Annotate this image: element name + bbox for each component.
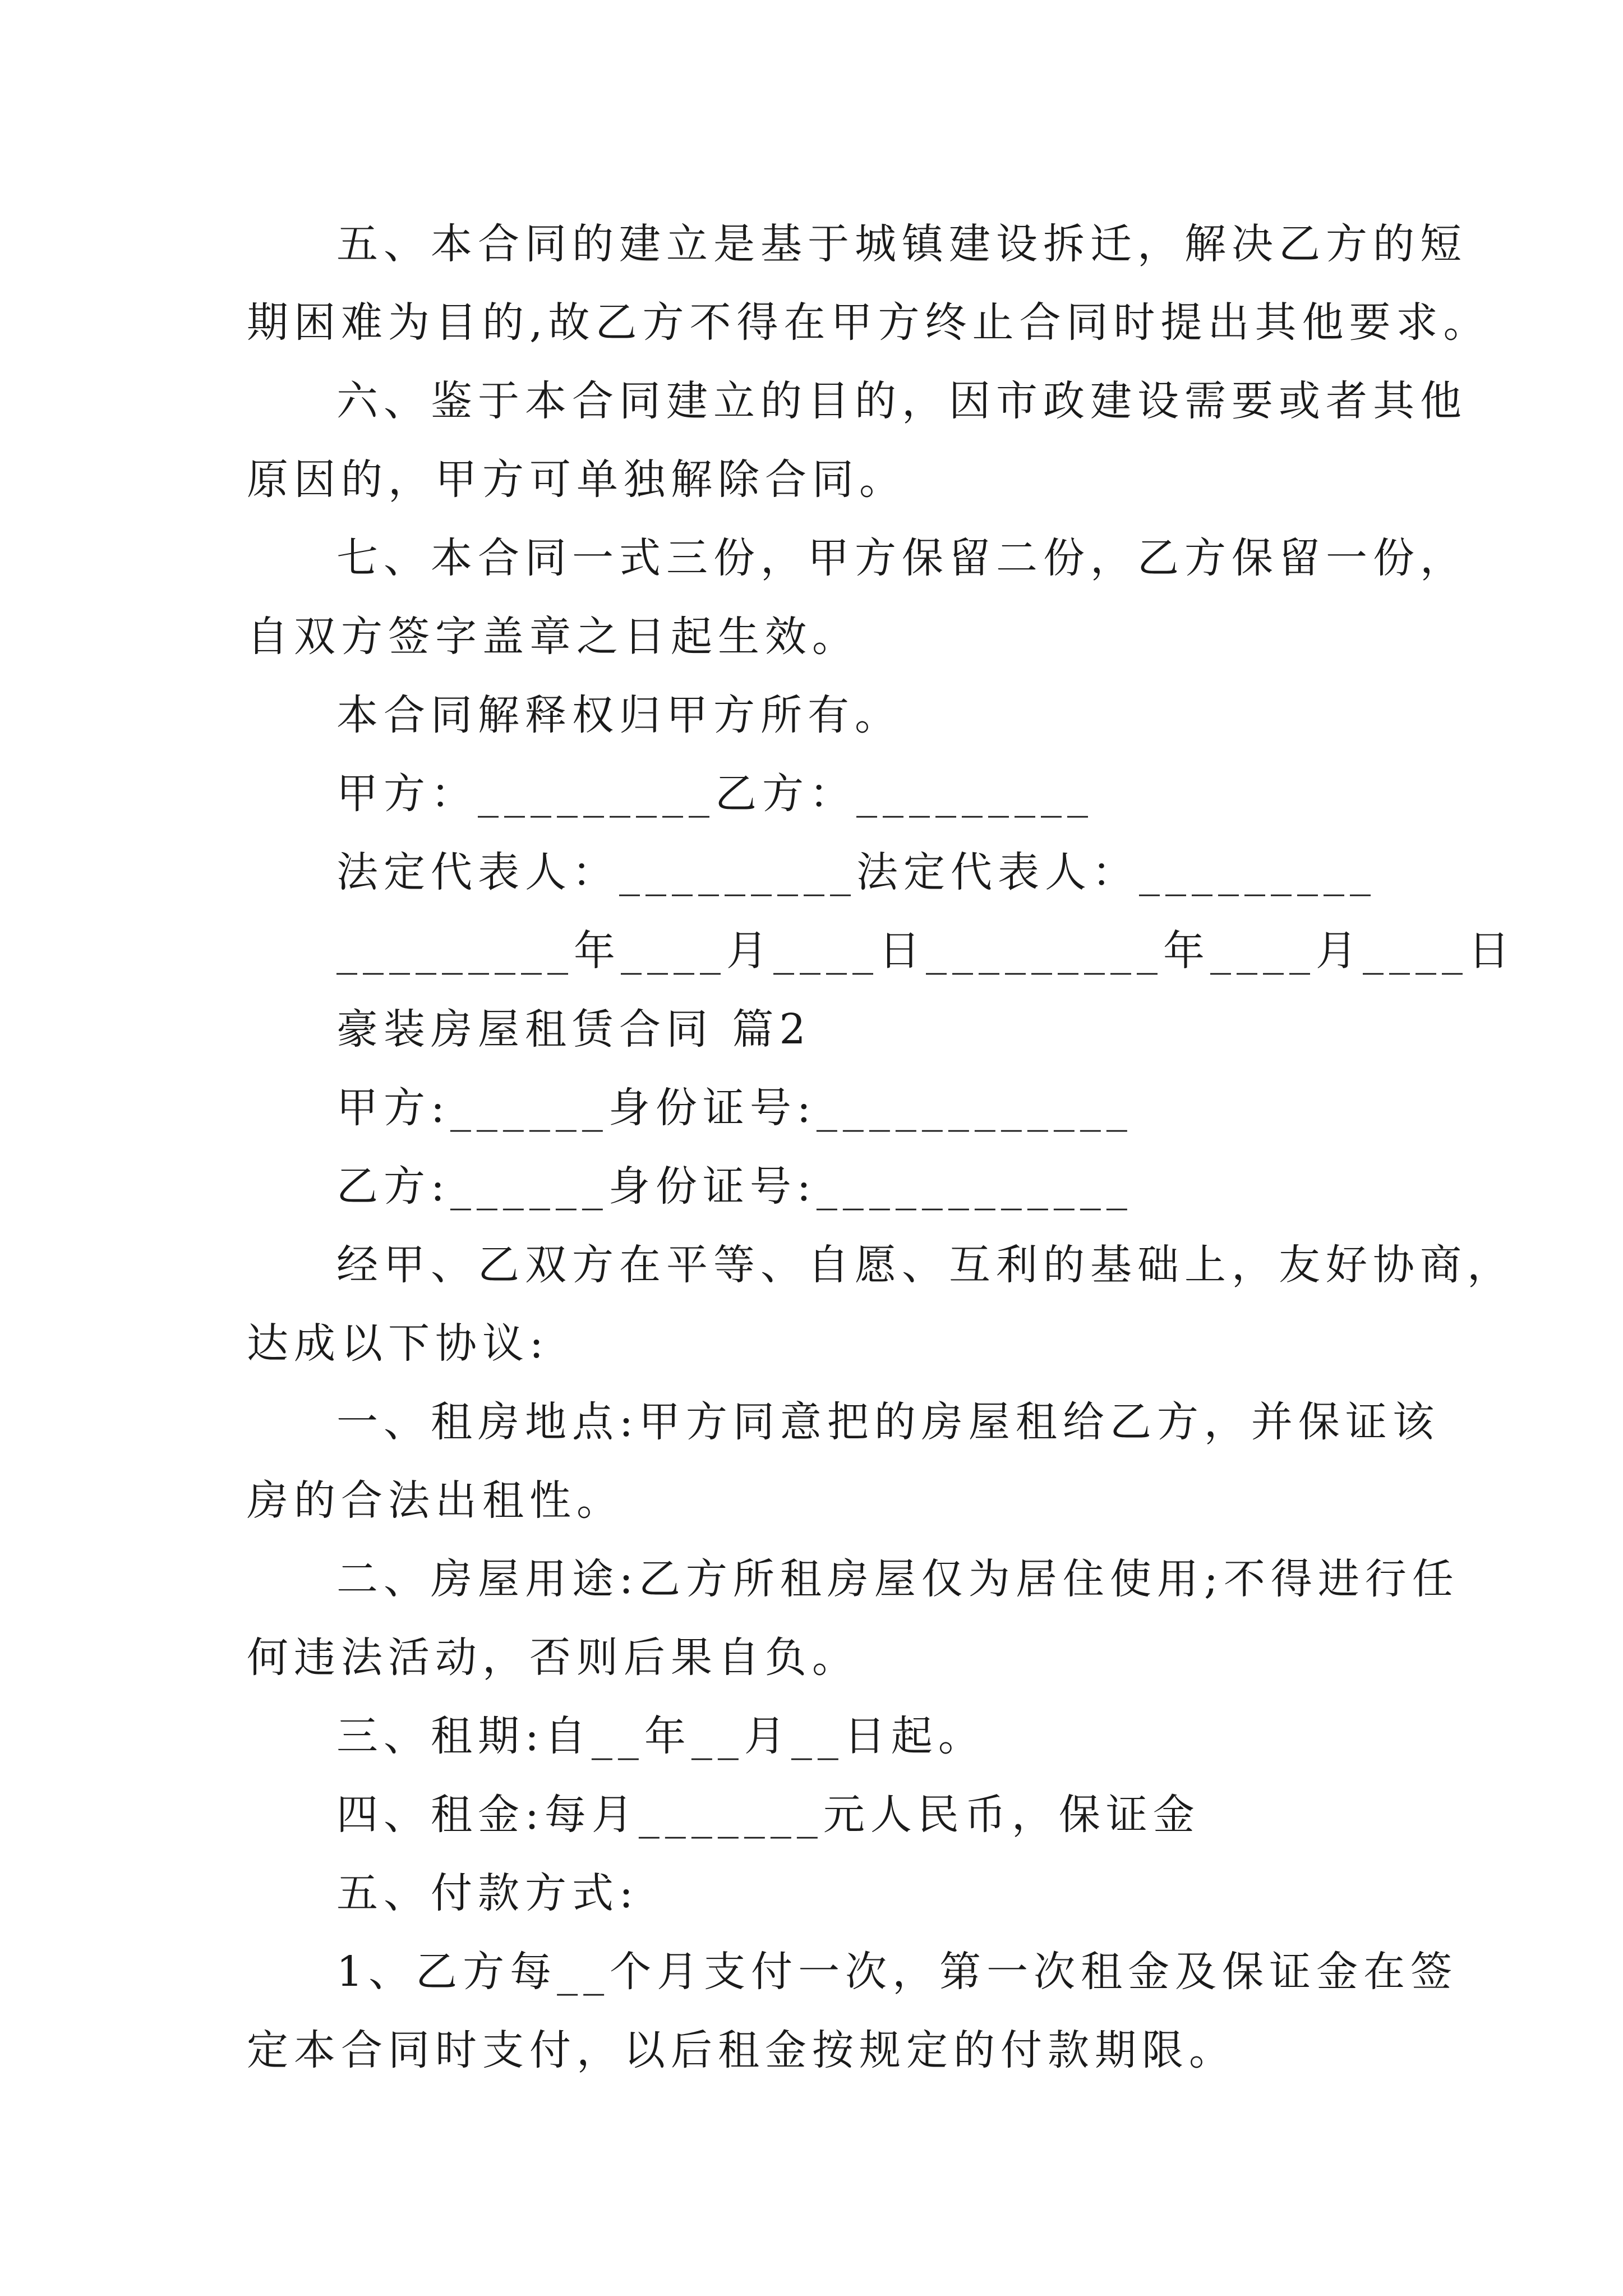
- preamble-line-2: 达成以下协议:: [247, 1319, 549, 1368]
- signature-dates: _________年____月____日_________年____月____日: [336, 927, 1515, 975]
- party-a-id: 甲方:______身份证号:____________: [336, 1084, 1133, 1132]
- payment-method-line-1: 1、乙方每__个月支付一次，第一次租金及保证金在签: [336, 1948, 1458, 1996]
- rental-location-line-2: 房的合法出租性。: [247, 1476, 624, 1525]
- section-heading: 豪装房屋租赁合同 篇2: [336, 1005, 811, 1053]
- payment-method-heading: 五、付款方式:: [336, 1869, 639, 1917]
- signature-parties: 甲方：_________乙方：_________: [336, 770, 1094, 818]
- interpretation-clause: 本合同解释权归甲方所有。: [336, 691, 902, 739]
- clause-6-line-2: 原因的，甲方可单独解除合同。: [247, 455, 906, 504]
- usage-line-1: 二、房屋用途:乙方所租房屋仅为居住使用;不得进行任: [336, 1555, 1459, 1603]
- clause-6-line-1: 六、鉴于本合同建立的目的，因市政建设需要或者其他: [336, 377, 1467, 425]
- rent-amount: 四、租金:每月_______元人民币，保证金: [336, 1791, 1200, 1839]
- rental-location-line-1: 一、租房地点:甲方同意把的房屋租给乙方，并保证该: [336, 1398, 1440, 1446]
- lease-term: 三、租期:自__年__月__日起。: [336, 1712, 985, 1760]
- clause-5-line-2: 期困难为目的,故乙方不得在甲方终止合同时提出其他要求。: [247, 298, 1491, 347]
- preamble-line-1: 经甲、乙双方在平等、自愿、互利的基础上，友好协商，: [336, 1241, 1514, 1289]
- signature-representatives: 法定代表人：_________法定代表人：_________: [336, 848, 1376, 896]
- clause-5-line-1: 五、本合同的建立是基于城镇建设拆迁，解决乙方的短: [336, 220, 1467, 268]
- usage-line-2: 何违法活动，否则后果自负。: [247, 1634, 859, 1682]
- payment-method-line-2: 定本合同时支付，以后租金按规定的付款期限。: [247, 2026, 1236, 2074]
- clause-7-line-2: 自双方签字盖章之日起生效。: [247, 613, 859, 661]
- party-b-id: 乙方:______身份证号:____________: [336, 1162, 1133, 1211]
- clause-7-line-1: 七、本合同一式三份，甲方保留二份，乙方保留一份，: [336, 534, 1467, 582]
